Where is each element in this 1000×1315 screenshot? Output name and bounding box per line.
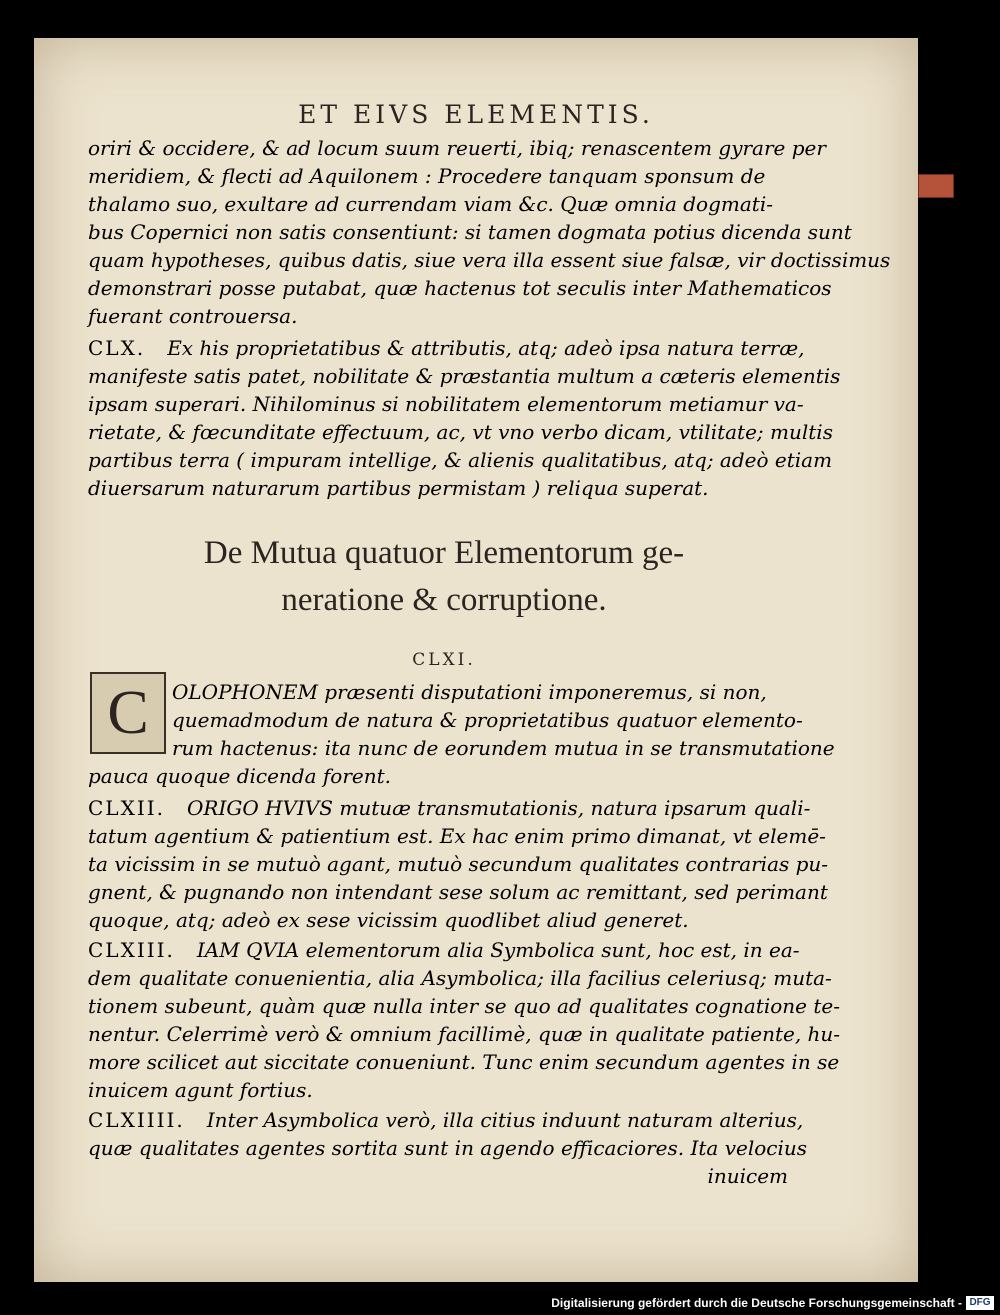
text-line: partibus terra ( impuram intellige, & alienis qualitatibus, atq; adeò etiam bbox=[88, 448, 833, 472]
text-line: ta vicissim in se mutuò agant, mutuò secundum qualitates contrarias pu- bbox=[88, 852, 829, 876]
text-line: dem qualitate conuenientia, alia Asymbolica; illa facilius celeriusq; muta- bbox=[88, 966, 832, 990]
text-line: ORIGO HVIVS mutuæ transmutationis, natura ipsarum quali- bbox=[186, 796, 811, 820]
text-line: pauca quoque dicenda forent. bbox=[88, 764, 392, 788]
text-line: quemadmodum de natura & proprietatibus quatuor elemento- bbox=[172, 708, 803, 732]
text-line: quæ qualitates agentes sortita sunt in agendo efficaciores. Ita velocius bbox=[88, 1136, 808, 1160]
text-line: quam hypotheses, quibus datis, siue vera illa essent siue falsæ, vir doctissimus bbox=[88, 248, 891, 272]
section-number: CLXI. bbox=[412, 650, 476, 670]
paragraph-number: CLXII. bbox=[88, 796, 165, 820]
heading-line: neratione & corruptione. bbox=[281, 582, 607, 618]
text-line: oriri & occidere, & ad locum suum reuerti, ibiq; renascentem gyrare per bbox=[88, 136, 826, 160]
text-line: quoque, atq; adeò ex sese vicissim quodlibet aliud generet. bbox=[88, 908, 689, 932]
text-line: more scilicet aut siccitate conueniunt. Tunc enim secundum agentes in se bbox=[88, 1050, 840, 1074]
text-line: demonstrari posse putabat, quæ hactenus tot seculis inter Mathematicos bbox=[88, 276, 832, 300]
text-line: diuersarum naturarum partibus permistam ) reliqua superat. bbox=[88, 476, 709, 500]
paragraph-start bbox=[88, 334, 805, 362]
text-line: fuerant controuersa. bbox=[88, 304, 298, 328]
funding-notice: Digitalisierung gefördert durch die Deutsche Forschungsgemeinschaft - bbox=[551, 1296, 962, 1310]
paragraph-number: CLXIII. bbox=[88, 938, 175, 962]
paragraph-number: CLX. bbox=[88, 336, 146, 360]
text-line: rum hactenus: ita nunc de eorundem mutua in se transmutatione bbox=[172, 736, 835, 760]
drop-cap-initial: C bbox=[90, 672, 166, 754]
page-tab-marker bbox=[918, 174, 954, 198]
text-line: tionem subeunt, quàm quæ nulla inter se quo ad qualitates cognatione te- bbox=[88, 994, 840, 1018]
heading-line: De Mutua quatuor Elementorum ge- bbox=[203, 535, 685, 571]
text-line: thalamo suo, exultare ad currendam viam &c. Quæ omnia dogmati- bbox=[88, 192, 773, 216]
text-line: manifeste satis patet, nobilitate & præstantia multum a cæteris elementis bbox=[88, 364, 841, 388]
text-line: Inter Asymbolica verò, illa citius induunt naturam alterius, bbox=[206, 1108, 804, 1132]
footer-bar bbox=[0, 1294, 1000, 1315]
text-line: ipsam superari. Nihilominus si nobilitatem elementorum metiamur va- bbox=[88, 392, 804, 416]
text-line: inuicem agunt fortius. bbox=[88, 1078, 313, 1102]
text-line: bus Copernici non satis consentiunt: si tamen dogmata potius dicenda sunt bbox=[88, 220, 852, 244]
text-line: Ex his proprietatibus & attributis, atq; adeò ipsa natura terræ, bbox=[167, 336, 805, 360]
running-head: ET EIVS ELEMENTIS. bbox=[298, 100, 654, 129]
text-line: nentur. Celerrimè verò & omnium facillimè, quæ in qualitate patiente, hu- bbox=[88, 1022, 841, 1046]
paragraph-start bbox=[88, 936, 800, 964]
paragraph-start bbox=[88, 1106, 804, 1134]
text-line: OLOPHONEM præsenti disputationi imponeremus, si non, bbox=[172, 680, 767, 704]
text-line: meridiem, & flecti ad Aquilonem : Procedere tanquam sponsum de bbox=[88, 164, 766, 188]
text-line: IAM QVIA elementorum alia Symbolica sunt, hoc est, in ea- bbox=[196, 938, 800, 962]
text-line: rietate, & fœcunditate effectuum, ac, vt vno verbo dicam, vtilitate; multis bbox=[88, 420, 833, 444]
text-line: gnent, & pugnando non intendant sese solum ac remittant, sed perimant bbox=[88, 880, 828, 904]
catchword: inuicem bbox=[707, 1164, 788, 1188]
paragraph-start bbox=[88, 794, 811, 822]
text-line: tatum agentium & patientium est. Ex hac enim primo dimanat, vt elemē- bbox=[88, 824, 826, 848]
paragraph-number: CLXIIII. bbox=[88, 1108, 185, 1132]
dfg-logo: DFG bbox=[966, 1296, 994, 1310]
book-page bbox=[34, 38, 918, 1282]
section-heading bbox=[94, 530, 794, 624]
